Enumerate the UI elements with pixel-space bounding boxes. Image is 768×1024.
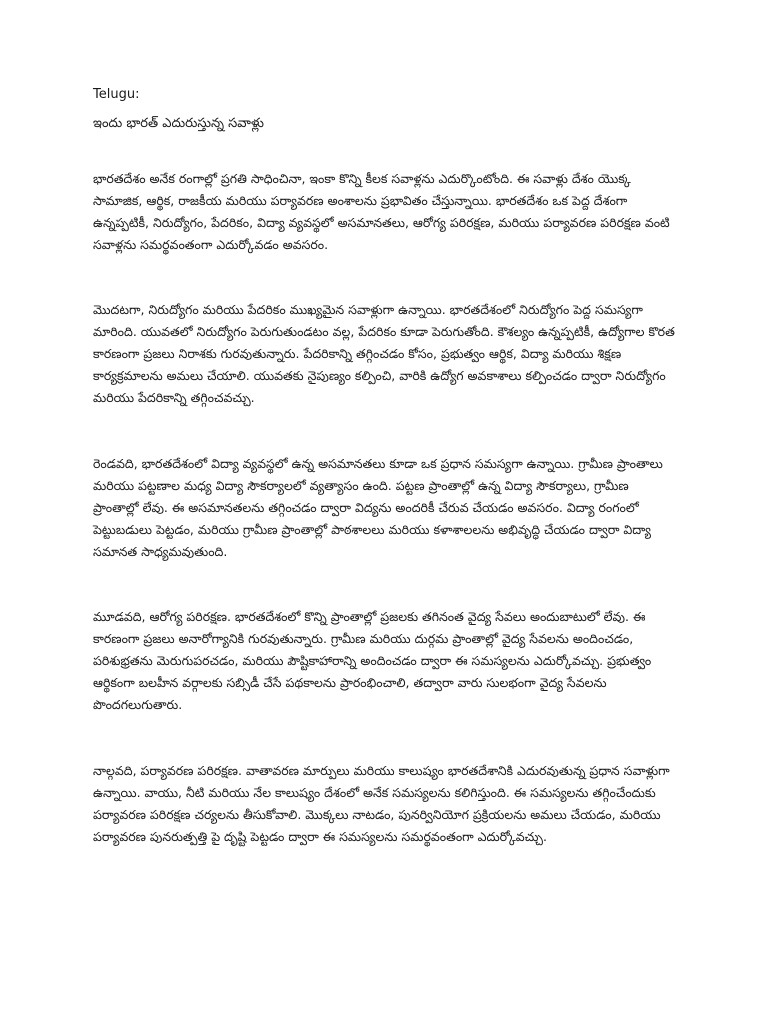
paragraph-healthcare: మూడవది, ఆరోగ్య పరిరక్షణ. భారతదేశంలో కొన్ని ప్రాంతాల్లో ప్రజలకు తగినంత వైద్య సేవలు అందుబాటులో లేవు. ఈ కారణంగా ప్రజలు అనారోగ్యానికి గురవుతున్నారు. గ్రామీణ మరియు దుర్గమ ప్రాంతాల్లో వైద్య సేవలను అందించడం, పరిశుభ్రతను మెరుగుపరచడం, మరియు పౌష్టికాహారాన్ని అందించడం ద్వారా ఈ సమస్యలను ఎదుర్కోవచ్చు. ప్రభుత్వం ఆర్థికంగా బలహీన వర్గాలకు సబ్సిడీ చేసే పథకాలను ప్రారంభించాలి, తద్వారా వారు సులభంగా వైద్య సేవలను పొందగలుగుతారు.: [93, 609, 652, 713]
paragraph-unemployment-poverty: మొదటగా, నిరుద్యోగం మరియు పేదరికం ముఖ్యమైన సవాళ్లుగా ఉన్నాయి. భారతదేశంలో నిరుద్యోగం పెద్ద సమస్యగా మారింది. యువతలో నిరుద్యోగం పెరుగుతుండటం వల్ల, పేదరికం కూడా పెరుగుతోంది. కౌశల్యం ఉన్నప్పటికీ, ఉద్యోగాల కొరత కారణంగా ప్రజలు నిరాశకు గురవుతున్నారు. పేదరికాన్ని తగ్గించడం కోసం, ప్రభుత్వం ఆర్థిక, విద్యా మరియు శిక్షణ కార్యక్రమాలను అమలు చేయాలి. యువతకు నైపుణ్యం కల్పించి, వారికి ఉద్యోగ అవకాశాలు కల్పించడం ద్వారా నిరుద్యోగం మరియు పేదరికాన్ని తగ్గించవచ్చు.: [93, 302, 675, 406]
paragraph-education: రెండవది, భారతదేశంలో విద్యా వ్యవస్థలో ఉన్న అసమానతలు కూడా ఒక ప్రధాన సమస్యగా ఉన్నాయి. గ్రామీణ ప్రాంతాలు మరియు పట్టణాల మధ్య విద్యా సౌకర్యాలలో వ్యత్యాసం ఉంది. పట్టణ ప్రాంతాల్లో ఉన్న విద్యా సౌకర్యాలు, గ్రామీణ ప్రాంతాల్లో లేవు. ఈ అసమానతలను తగ్గించడం ద్వారా విద్యను అందరికీ చేరువ చేయడం అవసరం. విద్యా రంగంలో పెట్టుబడులు పెట్టడం, మరియు గ్రామీణ ప్రాంతాల్లో పాఠశాలలు మరియు కళాశాలలను అభివృద్ధి చేయడం ద్వారా విద్యా సమానత సాధ్యమవుతుంది.: [93, 456, 663, 560]
paragraph-intro: భారతదేశం అనేక రంగాల్లో ప్రగతి సాధించినా, ఇంకా కొన్ని కీలక సవాళ్లను ఎదుర్కొంటోంది. ఈ సవాళ్లు దేశం యొక్క సామాజిక, ఆర్థిక, రాజకీయ మరియు పర్యావరణ అంశాలను ప్రభావితం చేస్తున్నాయి. భారతదేశం ఒక పెద్ద దేశంగా ఉన్నప్పటికీ, నిరుద్యోగం, పేదరికం, విద్యా వ్యవస్థలో అసమానతలు, ఆరోగ్య పరిరక్షణ, మరియు పర్యావరణ పరిరక్షణ వంటి సవాళ్లను సమర్థవంతంగా ఎదుర్కోవడం అవసరం.: [93, 171, 670, 253]
paragraph-environment: నాల్గవది, పర్యావరణ పరిరక్షణ. వాతావరణ మార్పులు మరియు కాలుష్యం భారతదేశానికి ఎదురవుతున్న ప్రధాన సవాళ్లుగా ఉన్నాయి. వాయు, నీటి మరియు నేల కాలుష్యం దేశంలో అనేక సమస్యలను కలిగిస్తుంది. ఈ సమస్యలను తగ్గించేందుకు పర్యావరణ పరిరక్షణ చర్యలను తీసుకోవాలి. మొక్కలు నాటడం, పునర్వినియోగ ప్రక్రియలను అమలు చేయడం, మరియు పర్యావరణ పునరుత్పత్తి పై దృష్టి పెట్టడం ద్వారా ఈ సమస్యలను సమర్థవంతంగా ఎదుర్కోవచ్చు.: [93, 763, 670, 845]
language-label: Telugu:: [93, 87, 140, 102]
document-title: ఇందు భారత్ ఎదురుస్తున్న సవాళ్లు: [93, 116, 264, 131]
